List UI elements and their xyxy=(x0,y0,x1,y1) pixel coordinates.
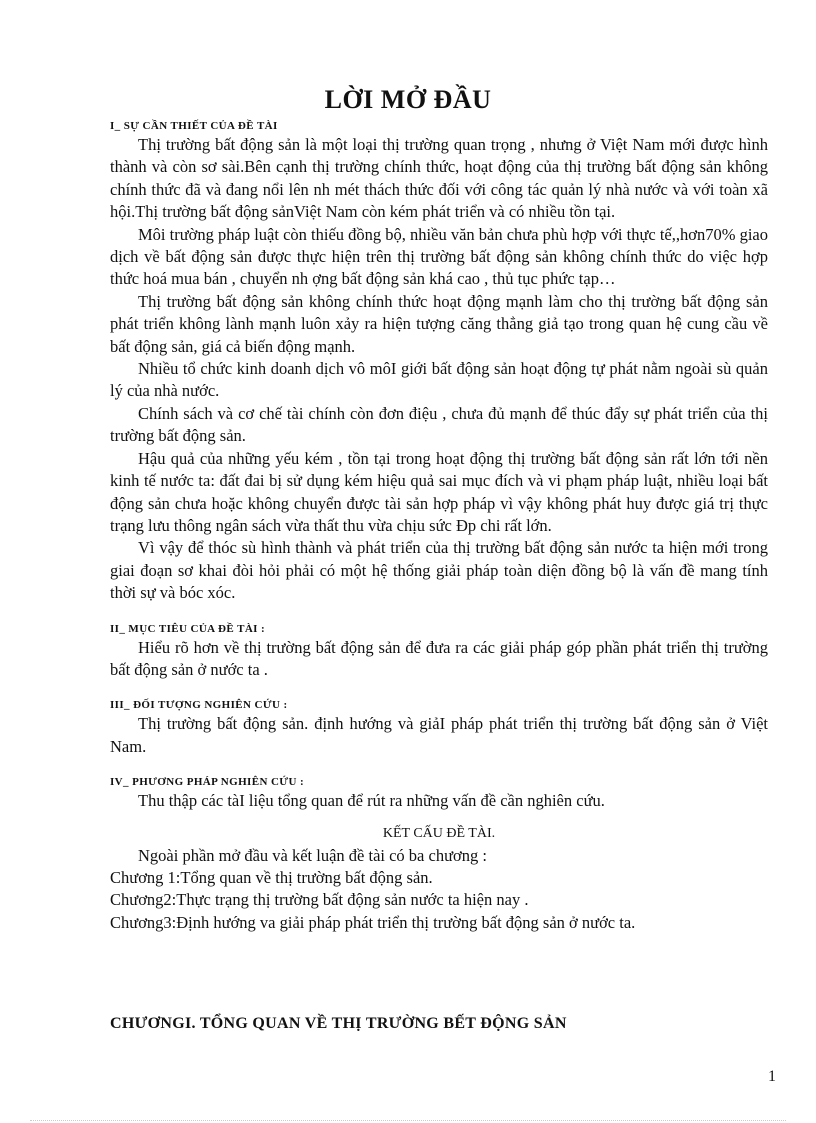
page-bottom-divider xyxy=(30,1120,786,1121)
paragraph: Nhiều tổ chức kinh doanh dịch vô môI giới bất động sản hoạt động tự phát nằm ngoài sù quản lý của nhà nước. xyxy=(110,359,768,401)
paragraph: Hậu quả của những yếu kém , tồn tại trong hoạt động thị trường bất động sản rất lớn tới nền kinh tế nước ta: đất đai bị sử dụng kém hiệu quả sai mục đích và vi phạm pháp luật, nhiều loại bất động sản chưa hoặc không chuyển được tài sản hợp pháp vì vậy không phát huy được giá trị thực trạng lưu thông ngân sách vừa thất thu vừa chịu sức Ðp chi rất lớn. xyxy=(110,448,768,535)
section-heading-4: IV_ PHƯƠNG PHÁP NGHIÊN CỨU : xyxy=(110,776,305,789)
document-title: LỜI MỞ ĐẦU xyxy=(324,85,492,114)
paragraph: Vì vậy để thóc sù hình thành và phát triển của thị trường bất động sản nước ta hiện mới trong giai đoạn sơ khai đòi hỏi phải có một hệ thống giải pháp toàn diện đồng bộ là vấn đề mang tính thời sự và bóc xóc. xyxy=(110,538,768,603)
chapter-list-item: Chương2:Thực trạng thị trường bất động sản nước ta hiện nay . xyxy=(110,890,529,910)
paragraph: Thị trường bất động sản. định hướng và giảI pháp phát triển thị trường bất động sản ở Việt Nam. xyxy=(110,714,768,756)
spacer xyxy=(110,681,768,697)
section-heading-1 xyxy=(110,118,768,134)
section-heading-2: II_ MỤC TIÊU CỦA ĐỀ TÀI : xyxy=(110,622,266,635)
structure-intro: Ngoài phần mở đầu và kết luận đề tài có ba chương : xyxy=(138,845,487,865)
chapter-list-item: Chương 1:Tổng quan về thị trường bất động sản. xyxy=(110,867,433,887)
spacer xyxy=(110,605,768,621)
paragraph: Thị trường bất động sản là một loại thị trường quan trọng , nhưng ở Việt Nam mới được hình thành và còn sơ sài.Bên cạnh thị trường chính thức, hoạt động của thị trường bất động sản không chính thức đã và đang nổi lên nh mét thách thức đối với công tác quản lý nhà nước và với toàn xã hội.Thị trường bất động sảnViệt Nam còn kém phát triển và có nhiều tồn tại. xyxy=(110,135,768,222)
spacer xyxy=(110,813,768,823)
paragraph: Hiểu rõ hơn về thị trường bất động sản để đưa ra các giải pháp góp phần phát triển thị trường bất động sản ở nước ta . xyxy=(110,637,768,679)
document-body xyxy=(110,118,768,934)
chapter-heading: CHƯƠNGI. TỔNG QUAN VỀ THỊ TRƯỜNG BẾT ĐỘNG SẢN xyxy=(110,1015,567,1032)
paragraph: Thị trường bất động sản không chính thức hoạt động mạnh làm cho thị trường bất động sản phát triển không lành mạnh luôn xảy ra hiện tượng căng thẳng giả tạo trong quan hệ cung cầu về bất động sản, giá cả biến động mạnh. xyxy=(110,291,768,356)
paragraph: Môi trường pháp luật còn thiếu đồng bộ, nhiều văn bản chưa phù hợp với thực tế,,hơn70% giao dịch về bất động sản được thực hiện trên thị trường bất động sản không chính thức do việc hợp thức hoá mua bán , chuyển nh ợng bất động sản khá cao , thủ tục phức tạp… xyxy=(110,224,768,289)
chapter-list-item: Chương3:Định hướng va giải pháp phát triển thị trường bất động sản ở nước ta. xyxy=(110,912,636,932)
paragraph: Chính sách và cơ chế tài chính còn đơn điệu , chưa đủ mạnh để thúc đẩy sự phát triển của thị trường bất động sản. xyxy=(110,403,768,446)
structure-title: KẾT CẤU ĐỀ TÀI. xyxy=(382,825,496,841)
section-heading-1-text: I_ SỰ CẦN THIẾT CỦA ĐỀ TÀI xyxy=(110,120,278,132)
spacer xyxy=(110,758,768,774)
section-heading-3: III_ ĐỐI TƯỢNG NGHIÊN CỨU : xyxy=(110,699,288,712)
page-number: 1 xyxy=(768,1068,776,1085)
paragraph: Thu thập các tàI liệu tổng quan để rút ra những vấn đề cần nghiên cứu. xyxy=(138,791,605,811)
